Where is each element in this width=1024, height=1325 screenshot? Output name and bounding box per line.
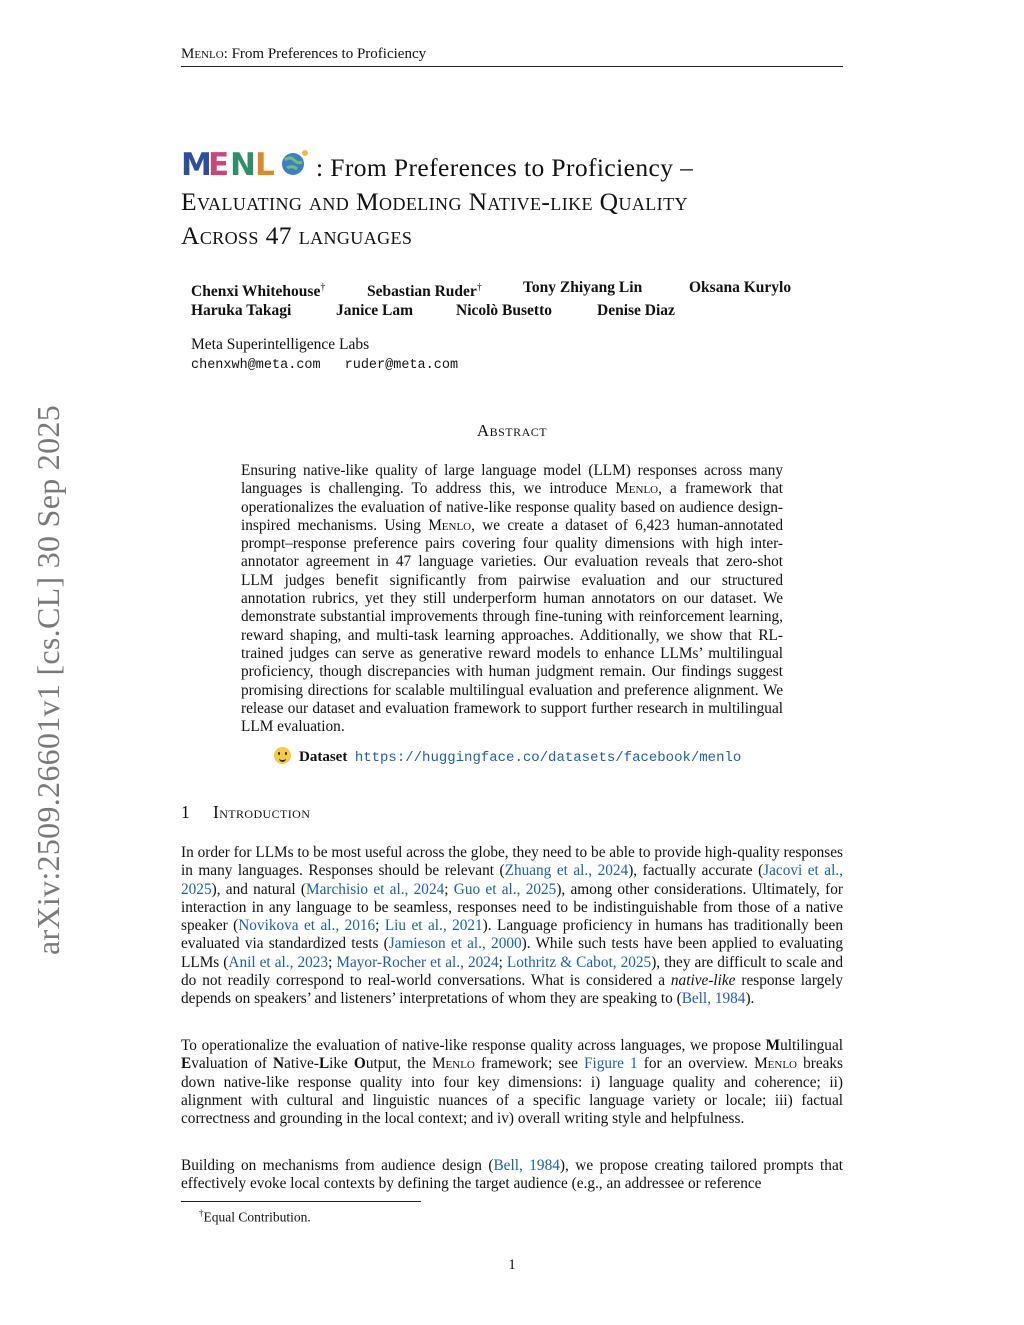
running-head-menlo: Menlo — [181, 46, 224, 62]
author-row-1 — [191, 278, 841, 301]
citation-link[interactable]: Jamieson et al., 2000 — [388, 935, 522, 953]
menlo-logo-graphic — [181, 148, 316, 178]
author: Haruka Takagi — [191, 302, 292, 320]
author: Nicolò Busetto — [456, 302, 553, 320]
citation-link[interactable]: Bell, 1984 — [493, 1157, 560, 1174]
page-number: 1 — [508, 1257, 516, 1273]
abstract-body: Ensuring native-like quality of large language model (LLM) responses across many languages is challenging. To address this, we introduce Menlo, a framework that operationalizes the evaluation of native-like response quality based on audience design-inspired mechanisms. Using Menlo, we create a dataset of 6,423 human-annotated prompt–response preference pairs covering four quality dimensions with high inter-annotator agreement in 47 language varieties. Our evaluation reveals that zero-shot LLM judges benefit significantly from pairwise evaluation and our structured annotation rubrics, yet they still underperform human annotators on our dataset. We demonstrate substantial improvements through fine-tuning with reinforcement learning, reward shaping, and multi-task learning approaches. Additionally, we show that RL-trained judges can serve as generative reward models to enhance LLMs’ multilingual proficiency, though discrepancies with human judgment remain. Our findings suggest promising directions for scalable multilingual evaluation and preference alignment. We release our dataset and evaluation framework to support further research in multilingual LLM evaluation. — [241, 462, 784, 736]
citation-link[interactable]: Zhuang et al., 2024 — [504, 862, 629, 880]
author-list — [191, 278, 841, 320]
dataset-label: Dataset — [299, 749, 348, 765]
author: Janice Lam — [336, 302, 414, 320]
footnote: †Equal Contribution. — [199, 1208, 311, 1225]
intro-paragraph-1: In order for LLMs to be most useful across the globe, they need to be able to provide high-quality responses in many languages. Responses should be relevant (Zhuang et al., 2024), factually accurate (Jacovi et al., 2025), and natural (Marchisio et al., 2024; Guo et al., 2025), among other considerations. Ultimately, for interaction in any language to be seamless, responses need to be indistinguishable from those of a native speaker (Novikova et al., 2016; Liu et al., 2021). Language proficiency in humans has traditionally been evaluated via standardized tests (Jamieson et al., 2000). While such tests have been applied to evaluating LLMs (Anil et al., 2023; Mayor-Rocher et al., 2024; Lothritz & Cabot, 2025), they are difficult to scale and do not readily correspond to real-world conversations. What is considered a native-like response largely depends on speakers’ and listeners’ interpretations of whom they are speaking to (Bell, 1984). — [181, 844, 844, 1008]
abstract-heading: Abstract — [476, 421, 548, 440]
citation-link[interactable]: Novikova et al., 2016 — [238, 917, 376, 935]
footnote-rule — [181, 1201, 421, 1202]
citation-link[interactable]: Marchisio et al., 2024 — [306, 880, 445, 898]
citation-link[interactable]: Liu et al., 2021 — [384, 917, 483, 935]
section-heading: 1 Introduction — [181, 802, 311, 822]
running-head-rest: : From Preferences to Proficiency — [223, 46, 427, 62]
hugging-face-icon — [274, 747, 291, 764]
title-line-1: : From Preferences to Proficiency – — [316, 153, 694, 182]
dataset-link-row — [274, 747, 741, 768]
svg-text:M: M — [181, 148, 213, 178]
email: chenxwh@meta.com — [191, 358, 321, 373]
author: Chenxi Whitehouse† — [191, 282, 326, 301]
paper-title — [181, 148, 861, 253]
citation-link[interactable]: Anil et al., 2023 — [228, 953, 329, 971]
author: Denise Diaz — [597, 302, 675, 320]
svg-text:N: N — [230, 148, 257, 178]
arxiv-stamp: arXiv:2509.26601v1 [cs.CL] 30 Sep 2025 — [30, 404, 66, 955]
intro-paragraph-2: To operationalize the evaluation of native-like response quality across languages, we propose Multilingual Evaluation of Native-Like Output, the Menlo framework; see Figure 1 for an overview. Menlo breaks down native-like response quality into four key dimensions: i) language quality and coherence; ii) alignment with cultural and linguistic nuances of a specific language variety or locale; iii) factual correctness and grounding in the local context; and iv) overall writing style and helpfulness. — [181, 1037, 844, 1128]
email: ruder@meta.com — [344, 358, 459, 373]
title-line-2: Evaluating and Modeling Native-like Quality — [181, 187, 688, 216]
author: Oksana Kurylo — [689, 279, 792, 296]
figure-link[interactable]: Figure 1 — [584, 1055, 638, 1073]
title-line-3: Across 47 languages — [181, 221, 413, 250]
intro-paragraph-3: Building on mechanisms from audience design (Bell, 1984), we propose creating tailored prompts that effectively evoke local contexts by defining the target audience (e.g., an addressee or reference — [181, 1157, 843, 1193]
citation-link[interactable]: Lothritz & Cabot, 2025 — [506, 953, 652, 971]
affiliation — [191, 335, 458, 375]
dataset-url-link[interactable]: https://huggingface.co/datasets/facebook/menlo — [354, 750, 742, 766]
author-row-2 — [191, 301, 841, 320]
svg-text:L: L — [255, 148, 276, 178]
author: Tony Zhiyang Lin — [523, 279, 643, 296]
affiliation-org: Meta Superintelligence Labs — [191, 336, 370, 353]
svg-text:E: E — [208, 148, 230, 178]
citation-link[interactable]: Mayor-Rocher et al., 2024 — [336, 953, 499, 971]
citation-link[interactable]: Jacovi et al., 2025 — [181, 862, 843, 898]
citation-link[interactable]: Bell, 1984 — [681, 990, 746, 1008]
citation-link[interactable]: Guo et al., 2025 — [453, 880, 557, 898]
menlo-logo — [181, 148, 316, 178]
running-head — [181, 45, 843, 67]
author: Sebastian Ruder† — [367, 282, 482, 301]
